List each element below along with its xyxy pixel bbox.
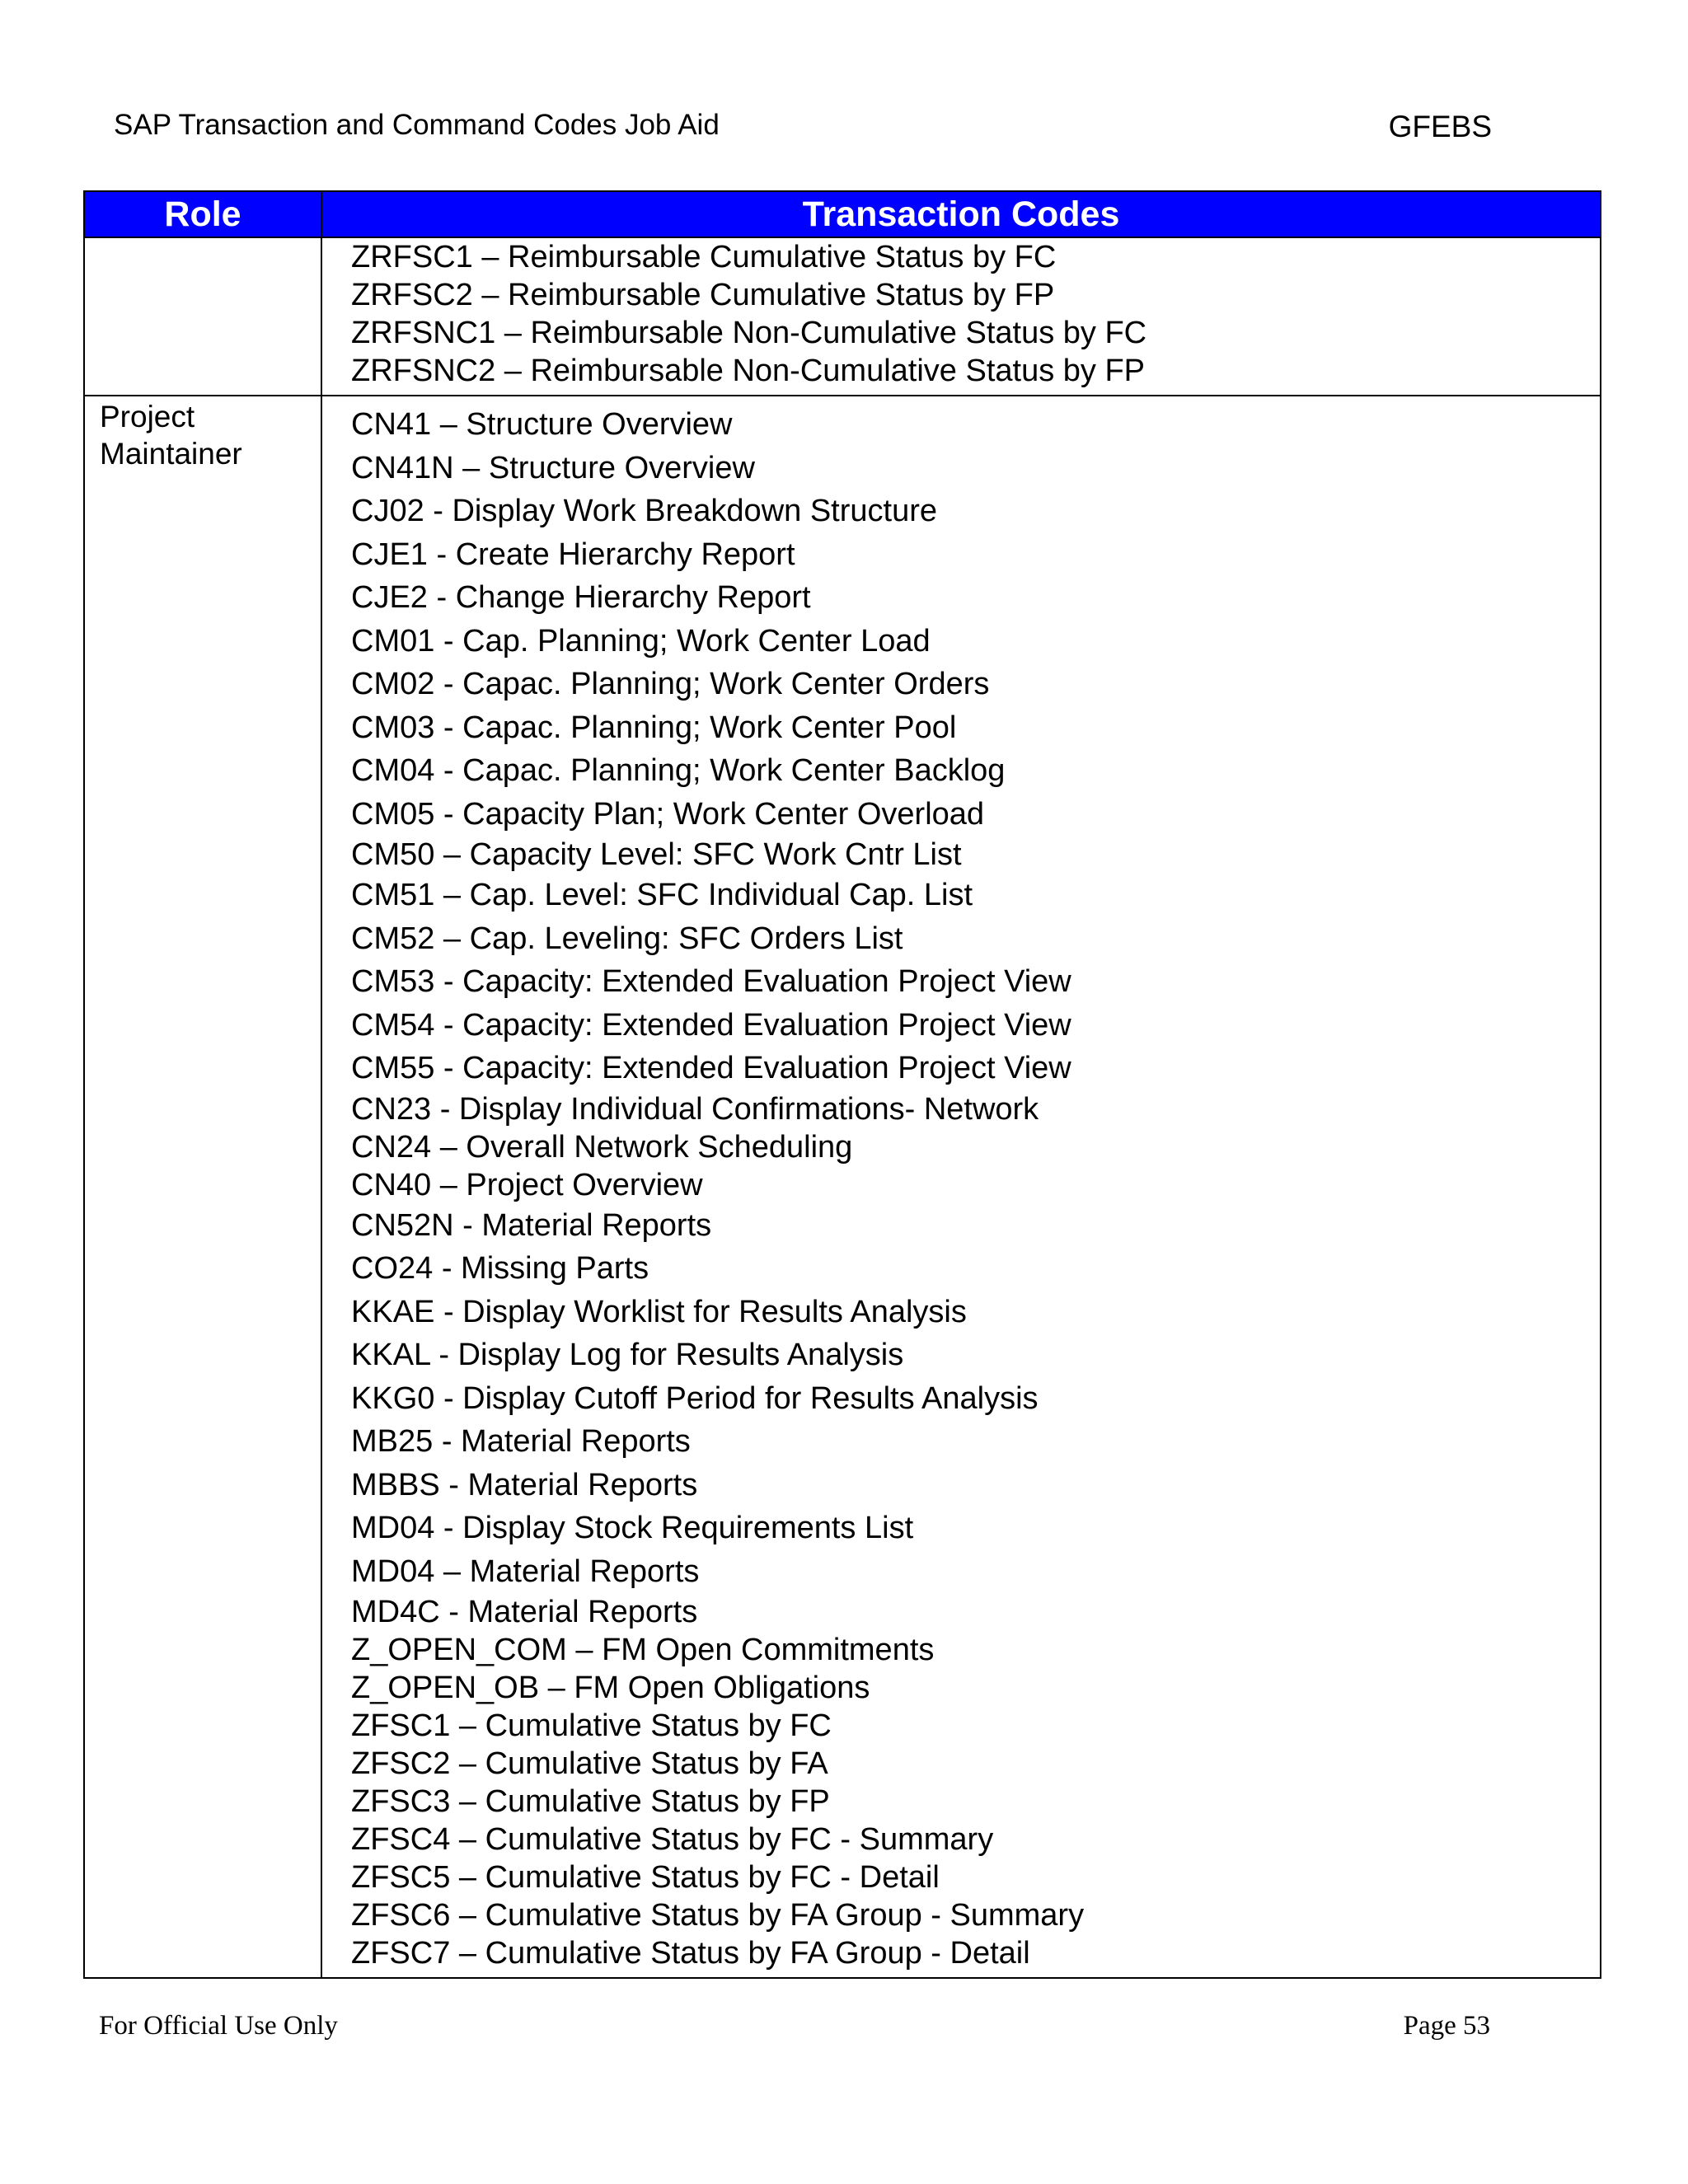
table-header-row (84, 191, 1601, 237)
role-name-line: Project (100, 400, 195, 434)
code-item: ZFSC2 – Cumulative Status by FA (351, 1746, 828, 1781)
column-header-role: Role (84, 191, 321, 237)
code-item: CN52N - Material Reports (351, 1207, 712, 1243)
code-item: ZRFSNC2 – Reimbursable Non-Cumulative Status by FP (351, 354, 1146, 388)
code-item: CJE1 - Create Hierarchy Report (351, 537, 795, 572)
document-title: SAP Transaction and Command Codes Job Aid (114, 109, 720, 141)
code-item: ZRFSNC1 – Reimbursable Non-Cumulative Status by FC (351, 316, 1147, 350)
code-item: ZFSC7 – Cumulative Status by FA Group - Detail (351, 1936, 1030, 1971)
code-item: CM52 – Cap. Leveling: SFC Orders List (351, 921, 903, 956)
code-item: Z_OPEN_COM – FM Open Commitments (351, 1633, 935, 1667)
codes-cell (321, 237, 1601, 396)
code-item: ZRFSC2 – Reimbursable Cumulative Status by FP (351, 278, 1055, 312)
code-item: CN40 – Project Overview (351, 1167, 703, 1202)
codes-cell (321, 396, 1601, 1978)
code-item: CN24 – Overall Network Scheduling (351, 1129, 853, 1165)
role-name-line: Maintainer (100, 437, 242, 471)
code-item: KKG0 - Display Cutoff Period for Results Analysis (351, 1380, 1039, 1416)
table-row (84, 237, 1601, 396)
code-item: CM03 - Capac. Planning; Work Center Pool (351, 710, 957, 745)
code-item: ZFSC3 – Cumulative Status by FP (351, 1784, 830, 1819)
role-cell (84, 237, 321, 396)
code-item: CM55 - Capacity: Extended Evaluation Project View (351, 1051, 1071, 1085)
code-item: CN41N – Structure Overview (351, 450, 755, 485)
code-item: Z_OPEN_OB – FM Open Obligations (351, 1671, 870, 1705)
classification-footer: For Official Use Only (99, 2011, 338, 2041)
organization-label: GFEBS (1388, 110, 1492, 143)
code-item: ZFSC5 – Cumulative Status by FC - Detail (351, 1860, 940, 1895)
code-item: MD04 – Material Reports (351, 1554, 700, 1589)
code-item: CM01 - Cap. Planning; Work Center Load (351, 623, 931, 658)
code-item: ZFSC6 – Cumulative Status by FA Group - Summary (351, 1898, 1085, 1933)
code-item: MBBS - Material Reports (351, 1467, 698, 1502)
transaction-codes-table (83, 190, 1601, 1979)
code-item: CM02 - Capac. Planning; Work Center Orders (351, 667, 990, 701)
code-item: ZRFSC1 – Reimbursable Cumulative Status by FC (351, 240, 1057, 274)
code-item: KKAE - Display Worklist for Results Analysis (351, 1294, 967, 1329)
code-item: CM54 - Capacity: Extended Evaluation Project View (351, 1007, 1071, 1043)
code-item: MD04 - Display Stock Requirements List (351, 1511, 914, 1545)
code-item: CM51 – Cap. Level: SFC Individual Cap. List (351, 878, 973, 912)
code-item: CN23 - Display Individual Confirmations- Network (351, 1091, 1039, 1127)
code-item: CO24 - Missing Parts (351, 1251, 649, 1286)
code-item: CM53 - Capacity: Extended Evaluation Project View (351, 964, 1071, 999)
code-item: MD4C - Material Reports (351, 1595, 698, 1629)
code-item: KKAL - Display Log for Results Analysis (351, 1338, 904, 1372)
code-item: CJ02 - Display Work Breakdown Structure (351, 494, 937, 528)
role-cell (84, 396, 321, 1978)
code-item: CM05 - Capacity Plan; Work Center Overload (351, 796, 985, 832)
table-row (84, 396, 1601, 1978)
page-number: Page 53 (1403, 2011, 1490, 2041)
code-item: CM04 - Capac. Planning; Work Center Backlog (351, 753, 1006, 788)
code-item: ZFSC1 – Cumulative Status by FC (351, 1708, 832, 1743)
code-item: MB25 - Material Reports (351, 1424, 691, 1459)
code-item: ZFSC4 – Cumulative Status by FC - Summary (351, 1822, 994, 1857)
code-item: CM50 – Capacity Level: SFC Work Cntr List (351, 837, 962, 872)
column-header-transaction-codes: Transaction Codes (321, 191, 1601, 237)
code-item: CJE2 - Change Hierarchy Report (351, 580, 811, 615)
code-item: CN41 – Structure Overview (351, 407, 733, 442)
